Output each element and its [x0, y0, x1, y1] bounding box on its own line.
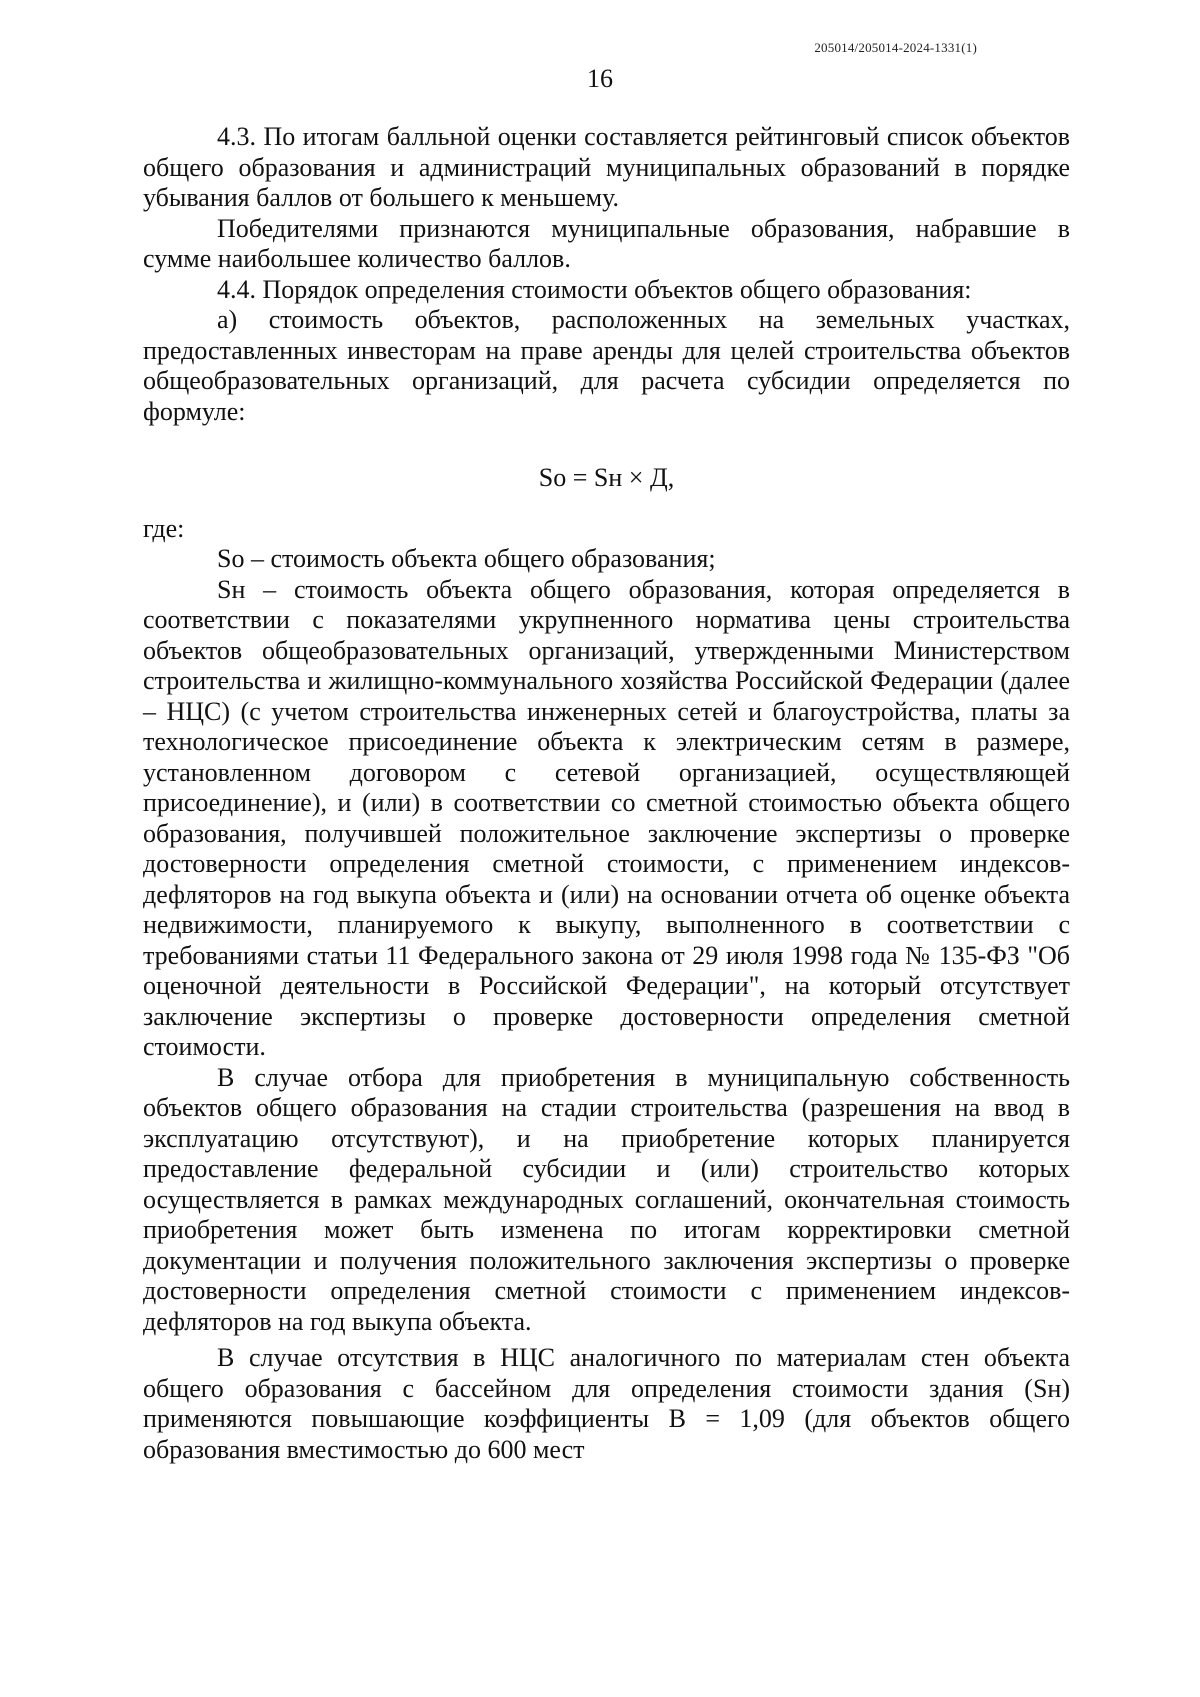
- paragraph-4-3: 4.3. По итогам балльной оценки составляется рейтинговый список объектов общего образования и администраций муниципальных образований в порядке убывания баллов от большего к меньшему.: [143, 122, 1070, 212]
- formula: So = Sн × Д,: [538, 463, 675, 492]
- paragraph-where: где:: [143, 513, 185, 543]
- paragraph-pool-coefficients: В случае отсутствия в НЦС аналогичного по материалам стен объекта общего образования с бассейном для определения стоимости здания (Sн) применяются повышающие коэффициенты В = 1,09 (для объектов общего образования вместимостью до 600 мест: [143, 1343, 1070, 1464]
- document-id: 205014/205014-2024-1331(1): [814, 40, 977, 55]
- paragraph-item-a: а) стоимость объектов, расположенных на земельных участках, предоставленных инвесторам на праве аренды для целей строительства объектов общеобразовательных организаций, для расчета субсидии определяется по формуле:: [143, 305, 1070, 426]
- document-body: [143, 122, 1070, 1465]
- paragraph-4-4: 4.4. Порядок определения стоимости объектов общего образования:: [217, 274, 972, 304]
- paragraph-construction-stage: В случае отбора для приобретения в муниципальную собственность объектов общего образования на стадии строительства (разрешения на ввод в эксплуатацию отсутствуют), и на приобретение которых планируется предоставление федеральной субсидии и (или) строительство которых осуществляется в рамках международных соглашений, окончательная стоимость приобретения может быть изменена по итогам корректировки сметной документации и получения положительного заключения экспертизы о проверке достоверности определения сметной стоимости с применением индексов-дефляторов на год выкупа объекта.: [143, 1062, 1070, 1336]
- paragraph-winners: Победителями признаются муниципальные образования, набравшие в сумме наибольшее количество баллов.: [143, 213, 1070, 273]
- page-number: 16: [587, 64, 613, 93]
- definition-so: So – стоимость объекта общего образования;: [217, 544, 716, 573]
- definition-sn: Sн – стоимость объекта общего образования, которая определяется в соответствии с показателями укрупненного норматива цены строительства объектов общеобразовательных организаций, утвержденными Министерством строительства и жилищно-коммунального хозяйства Российской Федерации (далее – НЦС) (с учетом строительства инженерных сетей и благоустройства, платы за технологическое присоединение объекта к электрическим сетям в размере, установленном договором с сетевой организацией, осуществляющей присоединение), и (или) в соответствии со сметной стоимостью объекта общего образования, получившей положительное заключение экспертизы о проверке достоверности определения сметной стоимости, с применением индексов-дефляторов на год выкупа объекта и (или) на основании отчета об оценке объекта недвижимости, планируемого к выкупу, выполненного в соответствии с требованиями статьи 11 Федерального закона от 29 июля 1998 года № 135-ФЗ "Об оценочной деятельности в Российской Федерации", на который отсутствует заключение экспертизы о проверке достоверности определения сметной стоимости.: [143, 574, 1070, 1061]
